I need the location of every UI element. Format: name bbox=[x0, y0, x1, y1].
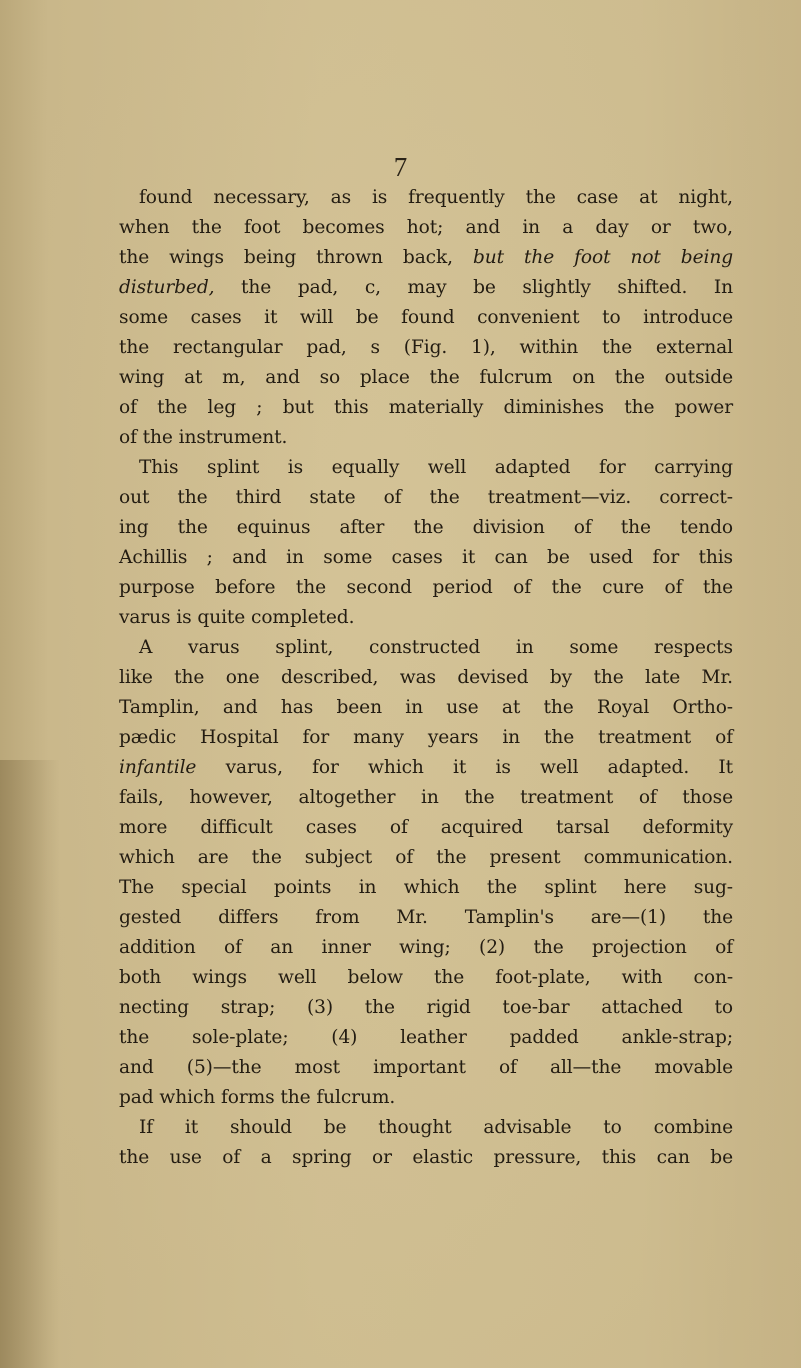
text-segment: addition of an inner wing; (2) the projection of bbox=[119, 937, 733, 958]
text-line bbox=[119, 903, 733, 933]
text-line bbox=[119, 753, 733, 783]
body-text bbox=[119, 183, 733, 1173]
text-segment: ing the equinus after the division of the tendo bbox=[119, 517, 733, 538]
text-segment: the sole-plate; (4) leather padded ankle-strap; bbox=[119, 1027, 733, 1048]
text-segment: like the one described, was devised by the late Mr. bbox=[119, 667, 733, 688]
text-line bbox=[119, 393, 733, 423]
text-segment: and (5)—the most important of all—the movable bbox=[119, 1057, 733, 1078]
text-line bbox=[119, 243, 733, 273]
text-line bbox=[119, 693, 733, 723]
text-line bbox=[119, 1053, 733, 1083]
text-line bbox=[119, 603, 733, 633]
text-line bbox=[119, 1143, 733, 1173]
text-segment: which are the subject of the present communication. bbox=[119, 847, 733, 868]
text-segment: some cases it will be found convenient to introduce bbox=[119, 307, 733, 328]
text-line bbox=[119, 963, 733, 993]
text-segment: of the instrument. bbox=[119, 427, 288, 448]
text-segment: pad which forms the fulcrum. bbox=[119, 1087, 396, 1108]
italic-text: infantile bbox=[119, 757, 197, 778]
text-segment: Achillis ; and in some cases it can be used for this bbox=[119, 547, 733, 568]
text-segment: of the leg ; but this materially diminishes the power bbox=[119, 397, 733, 418]
text-line bbox=[119, 723, 733, 753]
paragraph bbox=[119, 1113, 733, 1173]
text-line bbox=[119, 273, 733, 303]
text-line bbox=[119, 483, 733, 513]
text-segment: varus, for which it is well adapted. It bbox=[196, 757, 733, 778]
text-line bbox=[119, 663, 733, 693]
paragraph bbox=[119, 183, 733, 453]
text-line bbox=[119, 783, 733, 813]
text-segment: fails, however, altogether in the treatment of those bbox=[119, 787, 733, 808]
text-segment: wing at m, and so place the fulcrum on the outside bbox=[119, 367, 733, 388]
text-segment: Tamplin, and has been in use at the Royal Ortho- bbox=[119, 697, 733, 718]
text-line bbox=[119, 573, 733, 603]
text-segment: when the foot becomes hot; and in a day or two, bbox=[119, 217, 733, 238]
text-segment: the rectangular pad, s (Fig. 1), within the external bbox=[119, 337, 733, 358]
text-line bbox=[119, 453, 733, 483]
text-line bbox=[119, 1113, 733, 1143]
text-line bbox=[119, 363, 733, 393]
text-line bbox=[119, 1023, 733, 1053]
text-segment: necting strap; (3) the rigid toe-bar attached to bbox=[119, 997, 733, 1018]
text-line bbox=[119, 873, 733, 903]
text-segment: more difficult cases of acquired tarsal deformity bbox=[119, 817, 733, 838]
text-segment: the pad, c, may be slightly shifted. In bbox=[214, 277, 733, 298]
italic-text: disturbed, bbox=[119, 277, 215, 298]
text-segment: purpose before the second period of the cure of the bbox=[119, 577, 733, 598]
text-segment: both wings well below the foot-plate, with con- bbox=[119, 967, 733, 988]
page-number: 7 bbox=[393, 152, 408, 182]
text-line bbox=[119, 333, 733, 363]
text-line bbox=[119, 843, 733, 873]
text-line bbox=[119, 1083, 733, 1113]
text-segment: If it should be thought advisable to combine bbox=[139, 1117, 733, 1138]
text-segment: A varus splint, constructed in some respects bbox=[139, 637, 733, 658]
text-segment: gested differs from Mr. Tamplin's are—(1) the bbox=[119, 907, 733, 928]
text-segment: out the third state of the treatment—viz. correct- bbox=[119, 487, 733, 508]
text-line bbox=[119, 213, 733, 243]
text-line bbox=[119, 813, 733, 843]
paragraph bbox=[119, 453, 733, 633]
text-segment: varus is quite completed. bbox=[119, 607, 355, 628]
text-segment: the wings being thrown back, bbox=[119, 247, 473, 268]
text-line bbox=[119, 543, 733, 573]
text-line bbox=[119, 423, 733, 453]
page-edge-shadow bbox=[0, 760, 60, 1368]
text-segment: The special points in which the splint here sug- bbox=[119, 877, 733, 898]
text-segment: This splint is equally well adapted for carrying bbox=[139, 457, 733, 478]
text-segment: pædic Hospital for many years in the treatment of bbox=[119, 727, 733, 748]
text-line bbox=[119, 993, 733, 1023]
text-line bbox=[119, 633, 733, 663]
text-segment: found necessary, as is frequently the case at night, bbox=[139, 187, 733, 208]
text-line bbox=[119, 183, 733, 213]
text-segment: the use of a spring or elastic pressure, this can be bbox=[119, 1147, 733, 1168]
italic-text: but the foot not being bbox=[472, 247, 733, 268]
paragraph bbox=[119, 633, 733, 1113]
text-line bbox=[119, 933, 733, 963]
text-line bbox=[119, 513, 733, 543]
text-line bbox=[119, 303, 733, 333]
